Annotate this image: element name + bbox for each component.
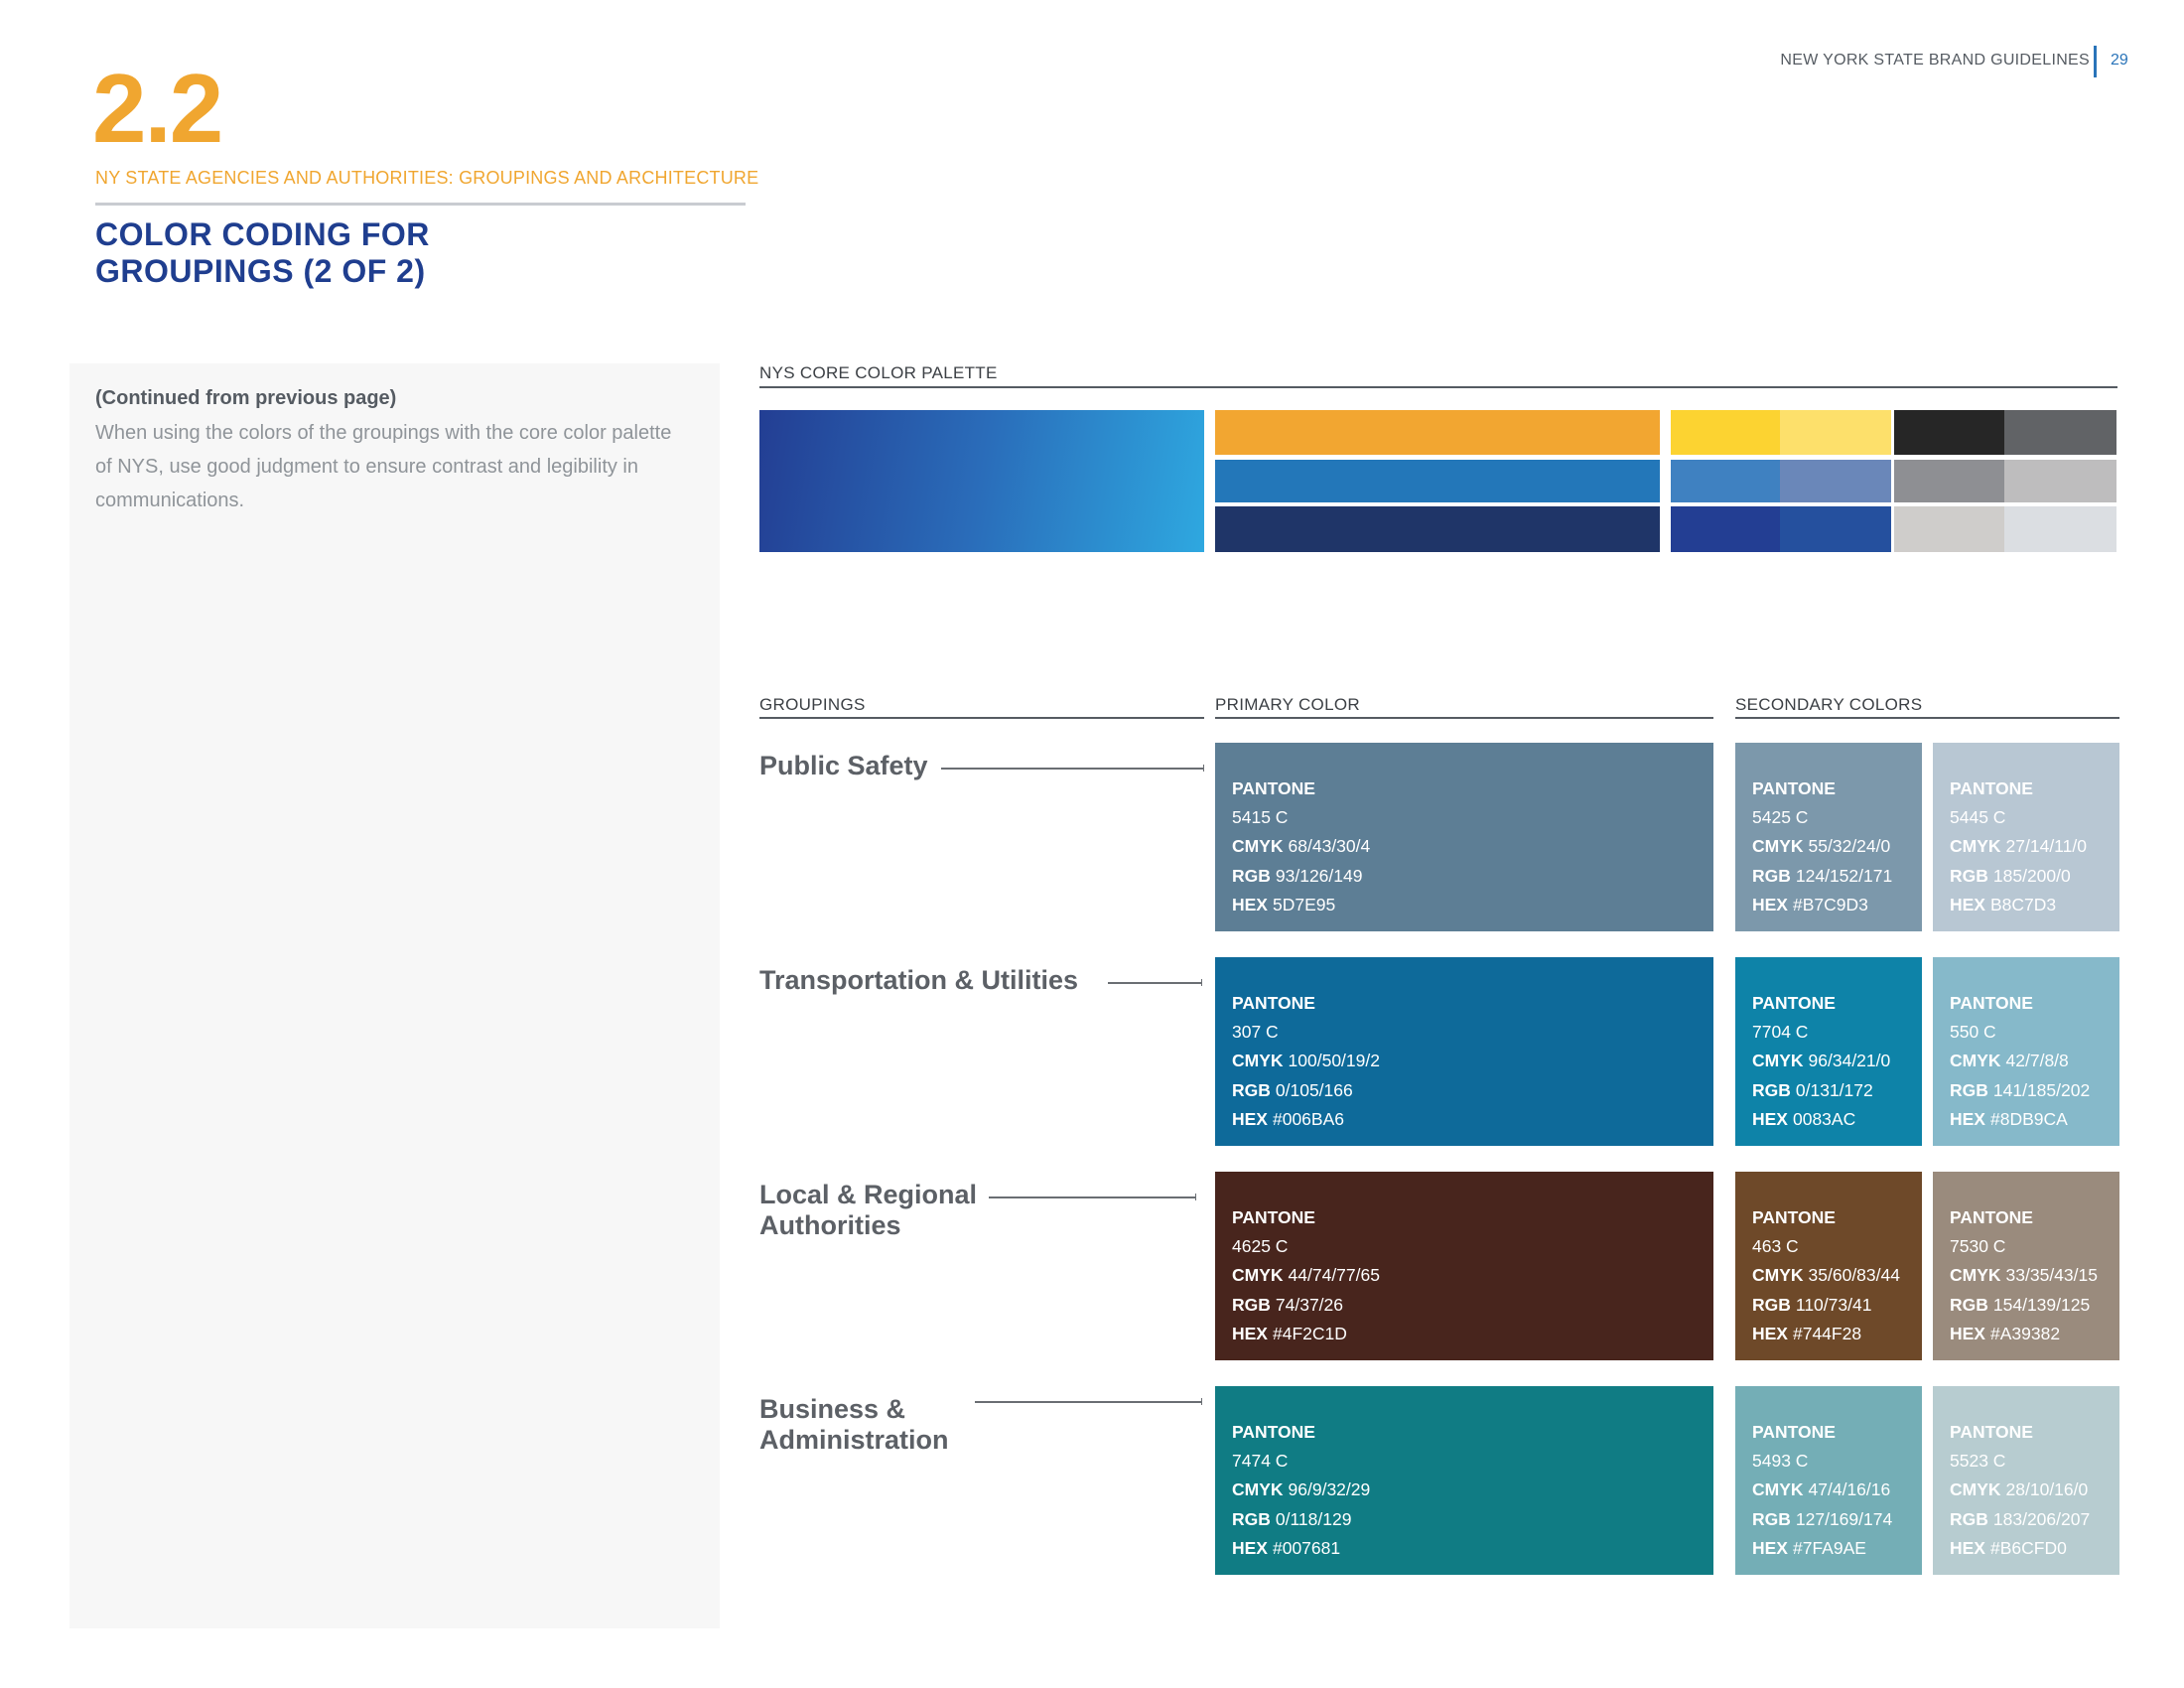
spec-value: #A39382 [1989, 1323, 2061, 1343]
palette-swatch [2004, 410, 2116, 455]
sidebar-heading: (Continued from previous page) [95, 387, 397, 409]
color-spec-line [1752, 1261, 1922, 1290]
color-spec-line [1232, 862, 1713, 891]
header-divider [2094, 46, 2097, 77]
color-spec-line [1232, 1320, 1713, 1348]
section-subtitle: NY STATE AGENCIES AND AUTHORITIES: GROUPINGS AND ARCHITECTURE [95, 168, 759, 188]
spec-value: 5425 C [1752, 807, 1809, 828]
spec-value: 93/126/149 [1275, 865, 1363, 886]
spec-label: HEX [1752, 1323, 1788, 1343]
spec-value: 0083AC [1792, 1108, 1856, 1129]
primary-color-card [1215, 957, 1713, 1146]
color-spec-line [1752, 1320, 1922, 1348]
spec-value: 27/14/11/0 [2005, 836, 2087, 857]
spec-label: RGB [1752, 865, 1791, 886]
color-spec-line [1950, 803, 2119, 832]
color-spec-line [1752, 1047, 1922, 1075]
primary-column-rule [1215, 717, 1713, 719]
spec-label: RGB [1950, 1508, 1988, 1529]
palette-swatch [1780, 460, 1891, 502]
spec-label: RGB [1232, 1294, 1271, 1315]
secondary-color-card [1933, 1386, 2119, 1575]
groupings-column-rule [759, 717, 1204, 719]
spec-label: PANTONE [1950, 993, 2033, 1013]
color-spec-line [1950, 1203, 2119, 1232]
spec-label: CMYK [1752, 1479, 1804, 1500]
spec-label: CMYK [1232, 1051, 1284, 1071]
secondary-column-header: SECONDARY COLORS [1735, 695, 1923, 714]
spec-label: RGB [1232, 865, 1271, 886]
spec-value: 463 C [1752, 1236, 1799, 1257]
secondary-color-card [1933, 743, 2119, 931]
spec-value: 47/4/16/16 [1808, 1479, 1891, 1500]
primary-color-card [1215, 1172, 1713, 1360]
palette-swatch [1894, 460, 2004, 502]
color-spec-line [1232, 1476, 1713, 1504]
page-title [95, 216, 430, 290]
spec-value: 28/10/16/0 [2005, 1479, 2089, 1500]
color-spec-line [1232, 1076, 1713, 1105]
spec-label: PANTONE [1232, 1207, 1315, 1227]
color-spec-line [1950, 1476, 2119, 1504]
spec-value: 0/131/172 [1795, 1079, 1873, 1100]
spec-label: RGB [1950, 865, 1988, 886]
spec-value: #744F28 [1792, 1323, 1862, 1343]
spec-label: CMYK [1752, 836, 1804, 857]
spec-value: #006BA6 [1272, 1108, 1344, 1129]
palette-swatch [1780, 410, 1891, 455]
color-spec-line [1752, 1291, 1922, 1320]
color-spec-line [1232, 1534, 1713, 1563]
palette-swatch [1215, 460, 1660, 502]
color-spec-line [1232, 1261, 1713, 1290]
spec-label: CMYK [1950, 1265, 2001, 1286]
spec-value: 44/74/77/65 [1288, 1265, 1380, 1286]
spec-value: 7704 C [1752, 1022, 1809, 1043]
groupings-column-header: GROUPINGS [759, 695, 866, 714]
color-spec-line [1752, 1018, 1922, 1047]
color-spec-line [1752, 1232, 1922, 1261]
spec-value: 0/105/166 [1275, 1079, 1353, 1100]
grouping-name [759, 1180, 977, 1241]
color-spec-line [1232, 1291, 1713, 1320]
color-spec-line [1232, 1047, 1713, 1075]
spec-label: HEX [1950, 1537, 1985, 1558]
spec-label: HEX [1752, 1537, 1788, 1558]
spec-label: PANTONE [1232, 1422, 1315, 1442]
spec-value: 33/35/43/15 [2005, 1265, 2098, 1286]
secondary-color-card [1735, 1172, 1922, 1360]
color-spec-line [1752, 1534, 1922, 1563]
spec-label: PANTONE [1950, 1422, 2033, 1442]
color-spec-line [1232, 1505, 1713, 1534]
spec-value: 183/206/207 [1992, 1508, 2091, 1529]
spec-label: HEX [1232, 1323, 1268, 1343]
spec-label: CMYK [1232, 836, 1284, 857]
spec-label: HEX [1752, 1108, 1788, 1129]
color-spec-line [1950, 1105, 2119, 1134]
color-spec-line [1232, 989, 1713, 1018]
spec-label: CMYK [1232, 1479, 1284, 1500]
spec-label: RGB [1950, 1079, 1988, 1100]
palette-swatch [1894, 410, 2004, 455]
color-spec-line [1950, 1418, 2119, 1447]
grouping-connector-line [941, 768, 1203, 770]
spec-label: PANTONE [1232, 993, 1315, 1013]
spec-value: 7530 C [1950, 1236, 2006, 1257]
spec-value: #4F2C1D [1272, 1323, 1347, 1343]
spec-label: PANTONE [1950, 1207, 2033, 1227]
spec-value: 550 C [1950, 1022, 1996, 1043]
color-spec-line [1950, 1261, 2119, 1290]
color-spec-line [1232, 1232, 1713, 1261]
page-title-line-2: GROUPINGS (2 OF 2) [95, 253, 426, 289]
color-spec-line [1950, 862, 2119, 891]
spec-value: 5445 C [1950, 807, 2006, 828]
spec-value: 100/50/19/2 [1288, 1051, 1380, 1071]
color-spec-line [1752, 989, 1922, 1018]
color-spec-line [1752, 1505, 1922, 1534]
grouping-name-line: Administration [759, 1425, 949, 1455]
grouping-name [759, 751, 928, 781]
color-spec-line [1950, 1291, 2119, 1320]
spec-label: HEX [1752, 894, 1788, 914]
color-spec-line [1950, 774, 2119, 803]
spec-value: 141/185/202 [1992, 1079, 2091, 1100]
color-spec-line [1950, 832, 2119, 861]
spec-value: 127/169/174 [1795, 1508, 1893, 1529]
palette-swatch [1671, 460, 1780, 502]
grouping-name [759, 965, 1078, 996]
color-spec-line [1752, 1476, 1922, 1504]
palette-swatch [2004, 506, 2116, 552]
color-spec-line [1752, 1105, 1922, 1134]
palette-swatch [1894, 506, 2004, 552]
secondary-color-card [1933, 957, 2119, 1146]
color-spec-line [1950, 1018, 2119, 1047]
spec-label: CMYK [1232, 1265, 1284, 1286]
color-spec-line [1950, 1320, 2119, 1348]
color-spec-line [1752, 774, 1922, 803]
sidebar-panel [69, 363, 720, 1628]
color-spec-line [1232, 832, 1713, 861]
palette-swatch [1780, 506, 1891, 552]
spec-label: PANTONE [1752, 1207, 1836, 1227]
spec-value: B8C7D3 [1989, 894, 2057, 914]
spec-value: 154/139/125 [1992, 1294, 2091, 1315]
color-spec-line [1232, 1447, 1713, 1476]
spec-value: 185/200/0 [1992, 865, 2071, 886]
color-spec-line [1232, 803, 1713, 832]
grouping-name-line: Transportation & Utilities [759, 965, 1079, 995]
color-spec-line [1950, 1534, 2119, 1563]
color-spec-line [1950, 1447, 2119, 1476]
spec-label: HEX [1950, 1323, 1985, 1343]
grouping-name [759, 1394, 949, 1456]
page-number: 29 [2111, 52, 2128, 69]
color-spec-line [1232, 1105, 1713, 1134]
grouping-name-line: Authorities [759, 1210, 901, 1240]
secondary-color-card [1933, 1172, 2119, 1360]
palette-title: NYS CORE COLOR PALETTE [759, 363, 998, 382]
secondary-color-card [1735, 743, 1922, 931]
spec-label: RGB [1950, 1294, 1988, 1315]
color-spec-line [1950, 1505, 2119, 1534]
spec-label: CMYK [1752, 1265, 1804, 1286]
spec-value: 96/9/32/29 [1288, 1479, 1371, 1500]
spec-value: 55/32/24/0 [1808, 836, 1891, 857]
color-spec-line [1232, 891, 1713, 919]
spec-value: #B6CFD0 [1989, 1537, 2067, 1558]
grouping-name-line: Local & Regional [759, 1180, 978, 1209]
spec-value: 96/34/21/0 [1808, 1051, 1891, 1071]
color-spec-line [1232, 774, 1713, 803]
spec-value: 35/60/83/44 [1808, 1265, 1900, 1286]
spec-value: #8DB9CA [1989, 1108, 2068, 1129]
color-spec-line [1232, 1018, 1713, 1047]
spec-label: HEX [1232, 1537, 1268, 1558]
spec-label: HEX [1950, 894, 1985, 914]
spec-value: 74/37/26 [1275, 1294, 1344, 1315]
spec-label: RGB [1752, 1508, 1791, 1529]
spec-value: 5523 C [1950, 1451, 2006, 1472]
color-spec-line [1752, 1076, 1922, 1105]
palette-gradient-swatch [759, 410, 1204, 552]
spec-label: RGB [1752, 1294, 1791, 1315]
palette-divider [759, 386, 2117, 388]
spec-label: CMYK [1752, 1051, 1804, 1071]
spec-label: PANTONE [1232, 778, 1315, 798]
palette-swatch [1671, 506, 1780, 552]
color-spec-line [1232, 1203, 1713, 1232]
spec-value: 0/118/129 [1275, 1508, 1352, 1529]
spec-value: 68/43/30/4 [1288, 836, 1371, 857]
spec-value: #7FA9AE [1792, 1537, 1866, 1558]
section-number: 2.2 [92, 54, 222, 163]
color-spec-line [1752, 862, 1922, 891]
color-spec-line [1232, 1418, 1713, 1447]
title-divider [95, 203, 746, 206]
spec-value: 5493 C [1752, 1451, 1809, 1472]
color-spec-line [1950, 1047, 2119, 1075]
spec-value: #007681 [1272, 1537, 1341, 1558]
spec-value: 124/152/171 [1795, 865, 1893, 886]
color-spec-line [1950, 1076, 2119, 1105]
sidebar-body: When using the colors of the groupings with the core color palette of NYS, use good judgment to ensure contrast and legibility in communications. [95, 422, 672, 511]
spec-label: RGB [1752, 1079, 1791, 1100]
color-spec-line [1950, 989, 2119, 1018]
spec-label: PANTONE [1752, 1422, 1836, 1442]
spec-label: CMYK [1950, 1051, 2001, 1071]
color-spec-line [1752, 1203, 1922, 1232]
color-spec-line [1950, 1232, 2119, 1261]
spec-value: 4625 C [1232, 1236, 1289, 1257]
spec-label: HEX [1232, 894, 1268, 914]
spec-value: 42/7/8/8 [2005, 1051, 2069, 1071]
spec-value: 5D7E95 [1272, 894, 1336, 914]
secondary-color-card [1735, 1386, 1922, 1575]
color-spec-line [1752, 803, 1922, 832]
grouping-connector-line [989, 1196, 1195, 1198]
spec-value: 307 C [1232, 1022, 1279, 1043]
grouping-name-line: Business & [759, 1394, 906, 1424]
spec-label: HEX [1232, 1108, 1268, 1129]
spec-label: RGB [1232, 1508, 1271, 1529]
spec-label: PANTONE [1950, 778, 2033, 798]
page-title-line-1: COLOR CODING FOR [95, 216, 430, 252]
primary-color-card [1215, 1386, 1713, 1575]
document-title: NEW YORK STATE BRAND GUIDELINES [1780, 52, 2090, 69]
primary-column-header: PRIMARY COLOR [1215, 695, 1360, 714]
color-spec-line [1752, 1418, 1922, 1447]
palette-swatch [1671, 410, 1780, 455]
secondary-color-card [1735, 957, 1922, 1146]
secondary-column-rule [1735, 717, 2119, 719]
spec-value: #B7C9D3 [1792, 894, 1868, 914]
palette-swatch [1215, 506, 1660, 552]
color-spec-line [1752, 832, 1922, 861]
grouping-connector-line [1108, 982, 1201, 984]
palette-swatch [1215, 410, 1660, 455]
spec-label: RGB [1232, 1079, 1271, 1100]
spec-label: PANTONE [1752, 778, 1836, 798]
grouping-name-line: Public Safety [759, 751, 928, 780]
spec-label: CMYK [1950, 836, 2001, 857]
spec-value: 7474 C [1232, 1451, 1289, 1472]
color-spec-line [1950, 891, 2119, 919]
grouping-connector-line [975, 1401, 1201, 1403]
spec-label: PANTONE [1752, 993, 1836, 1013]
spec-label: CMYK [1950, 1479, 2001, 1500]
spec-value: 110/73/41 [1795, 1294, 1872, 1315]
color-spec-line [1752, 891, 1922, 919]
palette-swatch [2004, 460, 2116, 502]
primary-color-card [1215, 743, 1713, 931]
color-spec-line [1752, 1447, 1922, 1476]
spec-label: HEX [1950, 1108, 1985, 1129]
spec-value: 5415 C [1232, 807, 1289, 828]
